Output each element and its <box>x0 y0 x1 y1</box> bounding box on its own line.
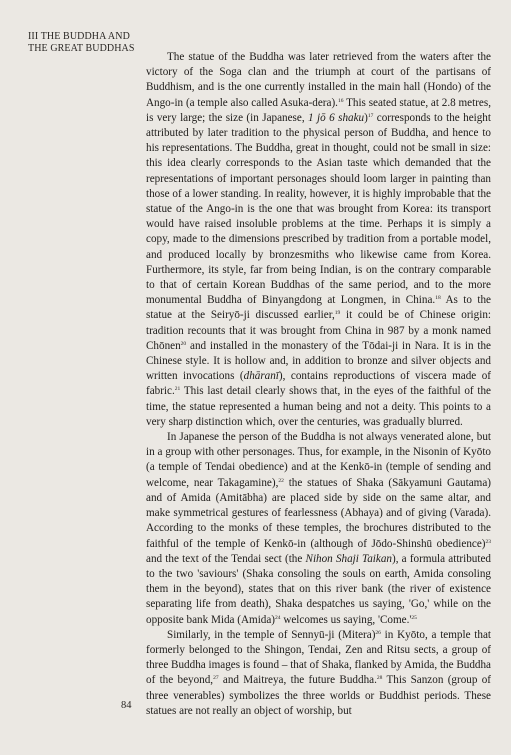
footnote-ref: 22 <box>278 477 284 484</box>
text-run: This seated statue, at 2.8 metres, is very large; the size (in Japanese, <box>146 96 492 124</box>
footnote-ref: 16 <box>337 97 344 104</box>
text-run: and installed in the monastery of the Tōdai-ji in Nara. It is in the Chinese style. It is hollow and, in addition to bronze and silver objects and written invocations ( <box>146 339 491 383</box>
text-run: ), contains reproductions of viscera made of fabric. <box>146 370 491 398</box>
footnote-ref: 21 <box>174 386 181 393</box>
text-run: it could be of Chinese origin: tradition recounts that it was brought from China in 987 by a monk named Chōnen <box>146 309 491 352</box>
italic-term: 1 jō 6 shaku <box>308 111 365 124</box>
paragraph <box>146 430 491 628</box>
footnote-ref: 27 <box>213 675 219 682</box>
footnote-ref: 18 <box>435 295 441 302</box>
text-run: In Japanese the person of the Buddha is not always venerated alone, but in a group with other personages. Thus, for example, in the Nisonin of Kyōto (a temple of Tendai obedience) and at the Kenkō-in (temple of sending and welcome, near Takagamine), <box>146 431 491 489</box>
text-run: The statue of the Buddha was later retrieved from the waters after the victory of the Soga clan and the triumph at court of the partisans of Buddhism, and is the one currently installed in the main hall (Hondo) of the Ango-in (a temple also called Asuka-dera). <box>146 51 491 109</box>
text-run: and the text of the Tendai sect (the <box>146 552 306 565</box>
italic-term: Nihon Shaji Taikan <box>305 552 392 565</box>
text-run: ), a formula attributed to the two 'saviours' (Shaka consoling the souls on earth, Amida consoling them in the beyond), states that on this river bank (the river of existence separating life from death), Shaka despatches us saying, 'Go,' while on the opposite bank Mida (Amida) <box>146 552 491 626</box>
text-run: This Sanzon (group of three venerables) symbolizes the three worlds or Buddhist periods. These statues are not really an object of worship, but <box>146 674 491 717</box>
text-run: As to the statue at the Seiryō-ji discussed earlier, <box>146 294 491 322</box>
text-run: in Kyōto, a temple that formerly belonged to the Shingon, Tendai, Zen and Ritsu sects, a group of three Buddha images is found – that of Shaka, flanked by Amida, the Buddha of the beyond, <box>146 628 491 687</box>
text-run: ) <box>364 111 368 124</box>
running-head-line-1: III THE BUDDHA AND <box>28 31 130 42</box>
text-run: the statues of Shaka (Sākyamuni Gautama) and of Amida (Amitābha) are placed side by side on the same altar, and make symmetrical gestures of fearlessness (Abhaya) and of giving (Varada). According to the monks of these temples, the brochures distributed to the faithful of the temple of Kenkō-in (although of Jōdo-Shinshū obedience) <box>146 476 491 550</box>
footnote-ref: 25 <box>411 614 417 621</box>
text-run: and Maitreya, the future Buddha. <box>218 674 377 687</box>
italic-term: dhāranī <box>243 370 279 383</box>
footnote-ref: 23 <box>485 538 491 545</box>
footnote-ref: 24 <box>275 614 281 621</box>
running-head-line-2: THE GREAT BUDDHAS <box>28 42 135 54</box>
text-run: corresponds to the height attributed by later tradition to the physical person of Buddha, and hence to his representations. The Buddha, great in thought, could not be small in size: this idea clearly corresponds to the Asian taste which demanded that the representations of important personages should loom larger in painting than those of a lower standing. In reality, however, it is highly improbable that the statue of the Ango-in is the one that was brought from Korea: its transport would have raised insoluble problems at the time. Perhaps it is simply a copy, made to the dimensions prescribed by tradition from a portable model, and produced locally by bronzesmiths who likewise came from Korea. Furthermore, its style, far from being Indian, is on the contrary comparable to that of certain Korean Buddhas of the same period, and to the more monumental Buddha of Binyangdong at Longmen, in China. <box>146 111 491 307</box>
paragraph <box>146 628 491 719</box>
running-head <box>28 31 135 54</box>
text-run: Similarly, in the temple of Sennyū-ji (Mitera) <box>167 628 376 641</box>
text-run: welcomes us saying, 'Come.' <box>280 613 412 626</box>
footnote-ref: 17 <box>367 112 374 119</box>
page-number: 84 <box>121 700 132 711</box>
footnote-ref: 19 <box>334 310 341 317</box>
footnote-ref: 20 <box>180 340 187 347</box>
paragraph <box>146 50 491 430</box>
text-run: This last detail clearly shows that, in the eyes of the faithful of the time, the statue represented a human being and not a deity. This points to a very sharp distinction which, over the centuries, was gradually blurred. <box>146 385 491 428</box>
footnote-ref: 26 <box>375 629 381 636</box>
footnote-ref: 28 <box>376 675 383 682</box>
body-text <box>146 50 491 719</box>
